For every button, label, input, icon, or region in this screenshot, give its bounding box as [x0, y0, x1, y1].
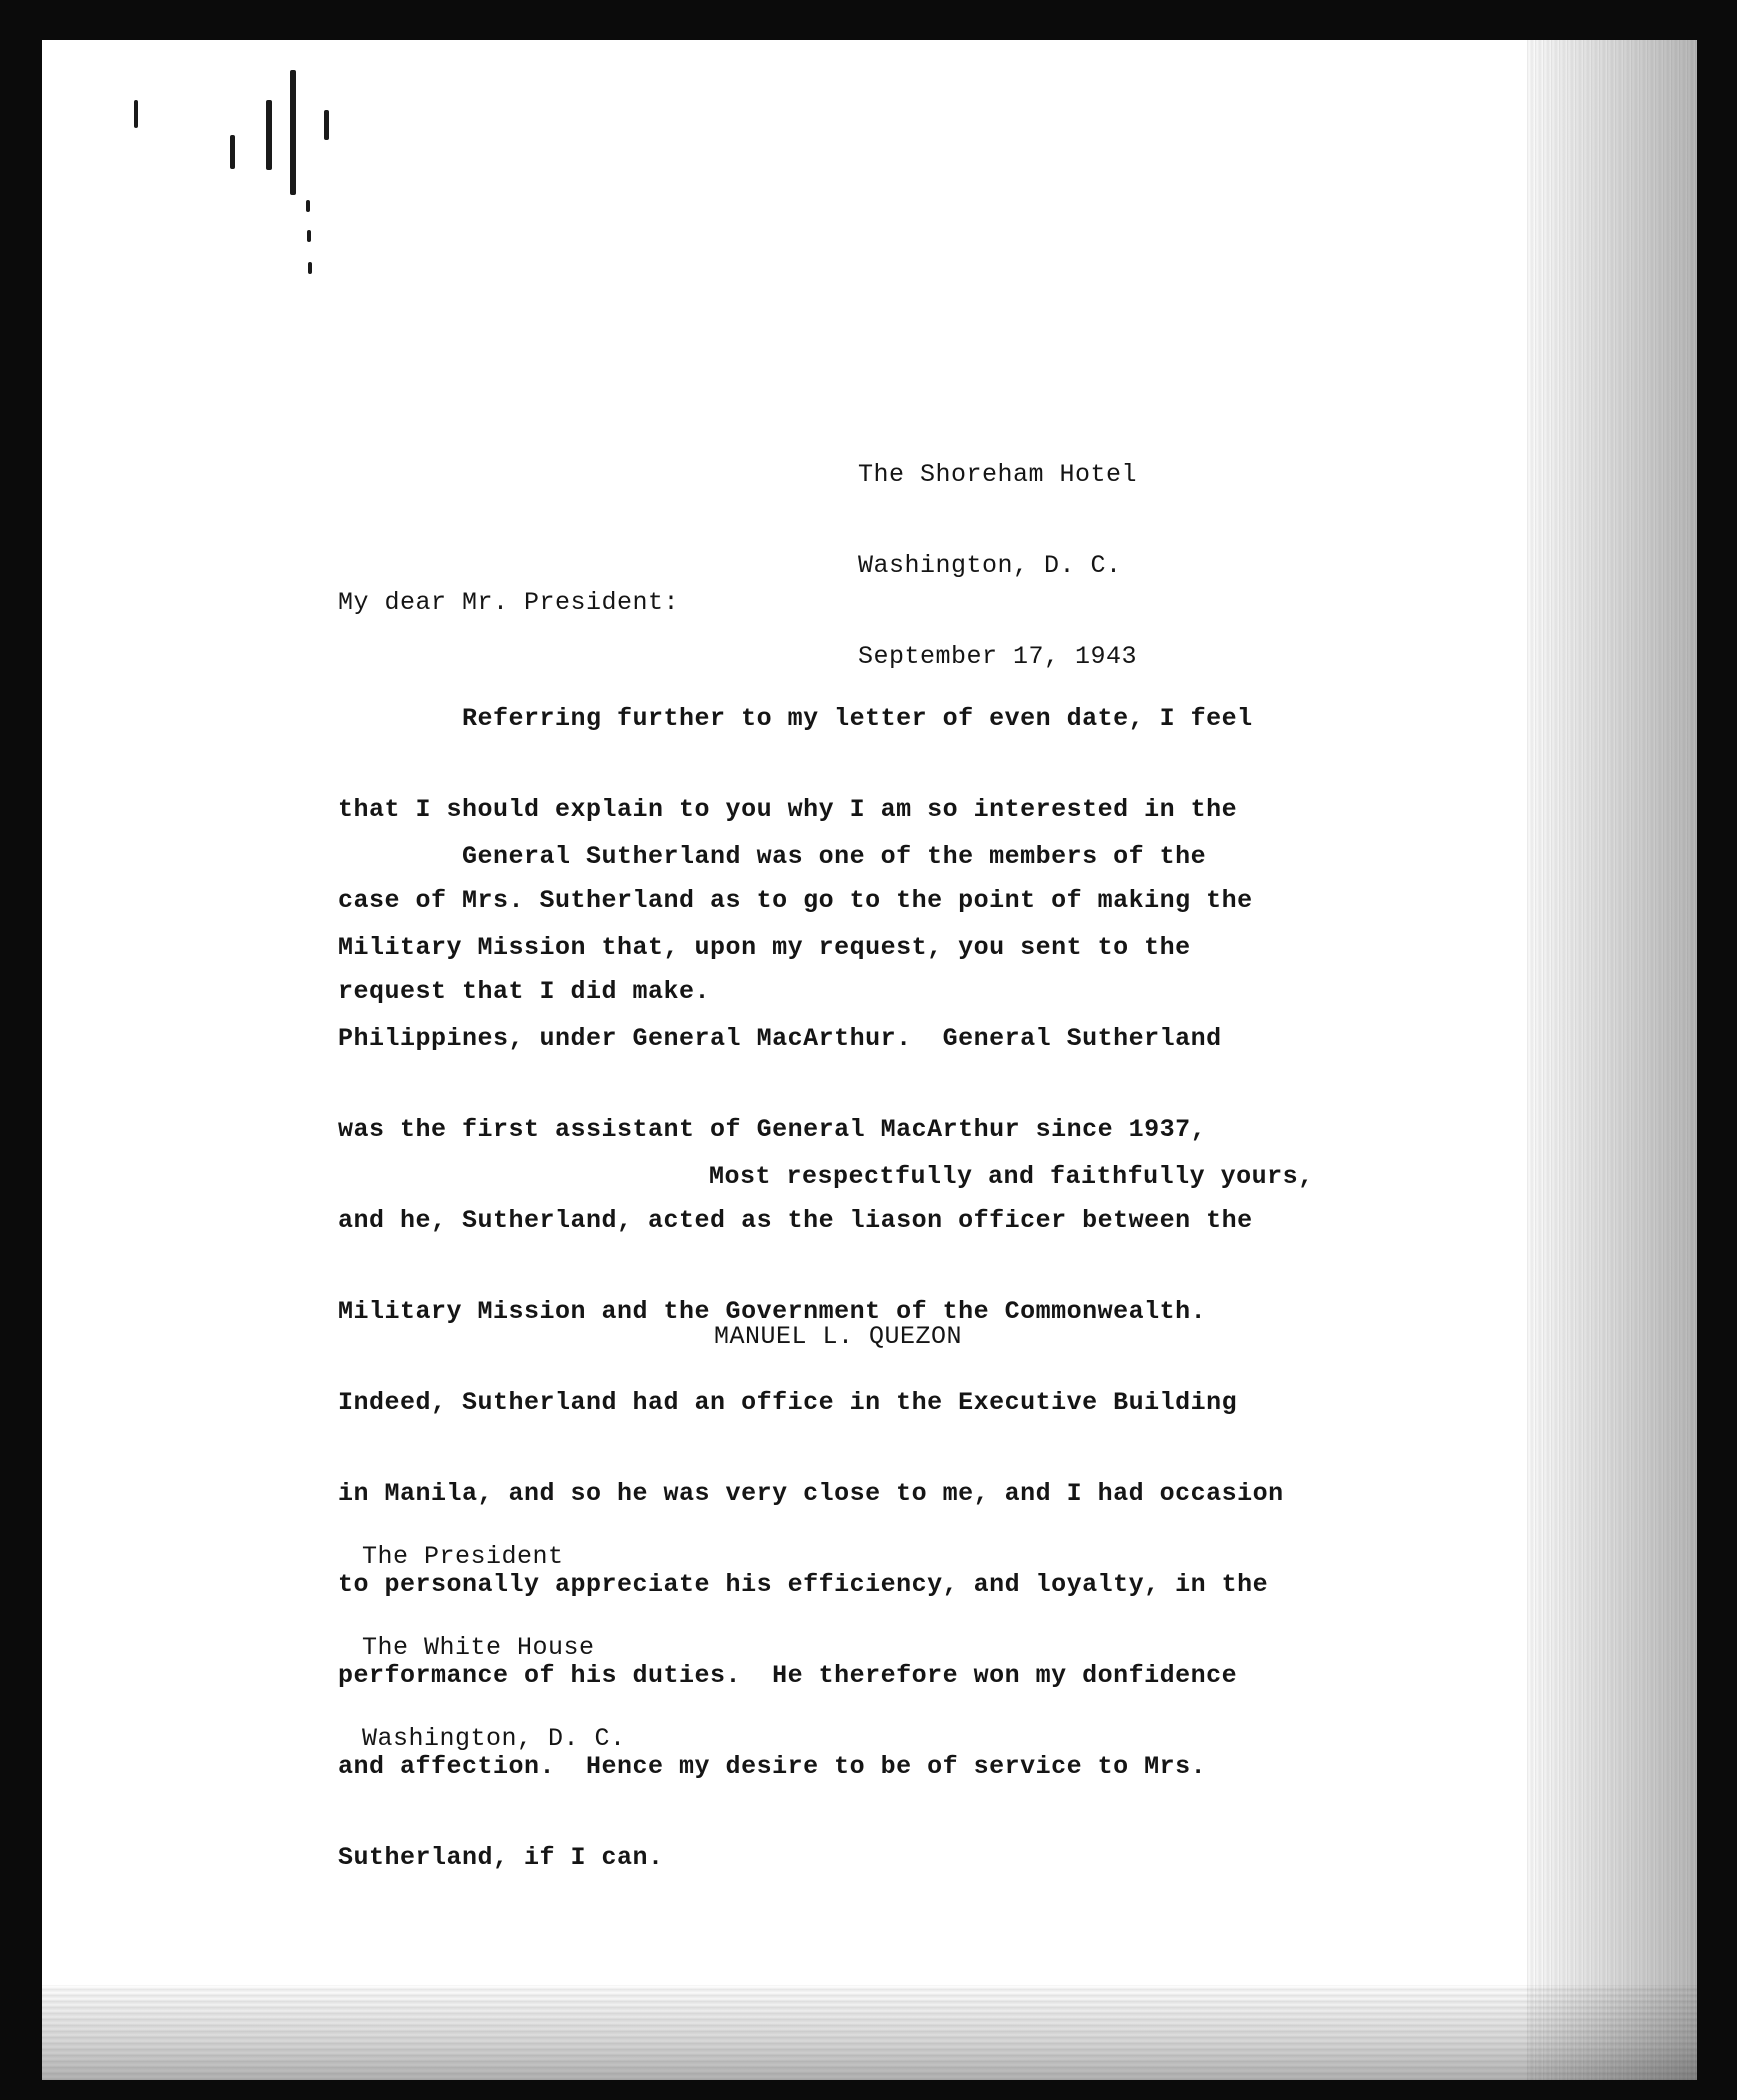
stray-mark [324, 110, 329, 140]
letterhead-place: The Shoreham Hotel [858, 460, 1138, 489]
paragraph-line: Military Mission and the Government of the Commonwealth. [338, 1297, 1207, 1326]
scan-bottom-shading [42, 1985, 1697, 2080]
paragraph-line: that I should explain to you why I am so interested in the [338, 795, 1238, 824]
letterhead-city: Washington, D. C. [858, 551, 1122, 580]
salutation: My dear Mr. President: [338, 588, 680, 617]
paragraph-line: to personally appreciate his efficiency, and loyalty, in the [338, 1570, 1269, 1599]
paragraph-line: Military Mission that, upon my request, you sent to the [338, 933, 1191, 962]
paragraph-line: request that I did make. [338, 977, 711, 1006]
stray-mark [308, 262, 312, 274]
addressee-city: Washington, D. C. [362, 1724, 626, 1753]
addressee-place: The White House [362, 1633, 595, 1662]
addressee-block [362, 1482, 626, 1813]
paragraph-line: Referring further to my letter of even date, I feel [338, 704, 1253, 733]
addressee-title: The President [362, 1542, 564, 1571]
paragraph-line: Indeed, Sutherland had an office in the Executive Building [338, 1388, 1238, 1417]
stray-mark [266, 100, 272, 170]
stray-mark [230, 135, 235, 169]
stray-mark [306, 200, 310, 212]
closing: Most respectfully and faithfully yours, [709, 1162, 1314, 1191]
paragraph-line: in Manila, and so he was very close to me, and I had occasion [338, 1479, 1284, 1508]
paragraph-line: General Sutherland was one of the members of the [338, 842, 1207, 871]
paragraph-line: Sutherland, if I can. [338, 1843, 664, 1872]
paragraph-line: was the first assistant of General MacArthur since 1937, [338, 1115, 1207, 1144]
paragraph-line: and he, Sutherland, acted as the liason officer between the [338, 1206, 1253, 1235]
scan-edge-shading [1527, 40, 1697, 2080]
paragraph-line: and affection. Hence my desire to be of service to Mrs. [338, 1752, 1207, 1781]
stray-mark [290, 70, 296, 195]
letterhead-date: September 17, 1943 [858, 642, 1138, 671]
signature-name: MANUEL L. QUEZON [714, 1322, 963, 1351]
paragraph-line: case of Mrs. Sutherland as to go to the point of making the [338, 886, 1253, 915]
stray-mark [307, 230, 311, 242]
letter-page [42, 40, 1697, 2080]
paragraph-line: Philippines, under General MacArthur. General Sutherland [338, 1024, 1222, 1053]
stray-mark [134, 100, 138, 128]
paragraph-line: performance of his duties. He therefore won my donfidence [338, 1661, 1238, 1690]
